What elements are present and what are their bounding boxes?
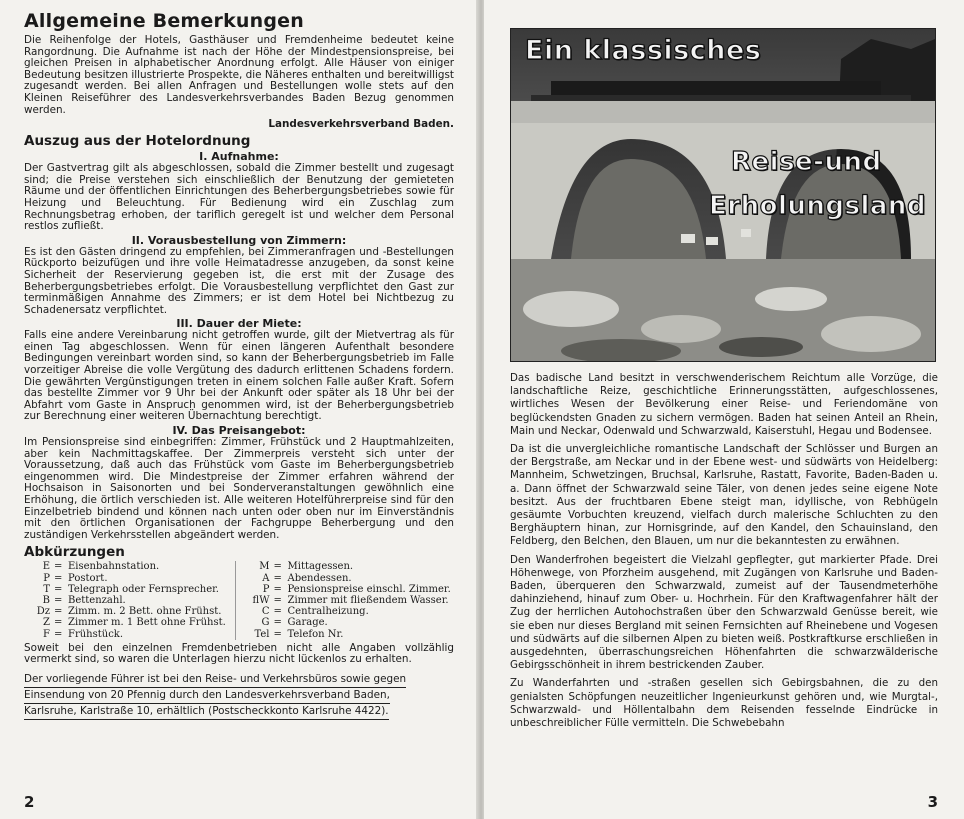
equals-sign: = xyxy=(54,572,63,584)
equals-sign: = xyxy=(273,617,282,629)
abbreviation-row xyxy=(24,606,235,617)
abbreviation-meaning: Eisenbahnstation. xyxy=(68,561,160,573)
right-page xyxy=(484,0,964,819)
abbreviation-meaning: Pensionspreise einschl. Zimmer. xyxy=(287,583,451,595)
abbreviation-row xyxy=(244,606,455,617)
equals-sign: = xyxy=(54,583,63,595)
section-text: Falls eine andere Vereinbarung nicht getroffen wurde, gilt der Mietvertrag als für einen Tag abgeschlossen. Wenn für einen längeren Aufenthalt besondere Bedingungen vereinbart worden sind, so kann der Beherbergungsbetrieb im Falle vorzeitiger Abreise die volle Vergütung des dadurch erlittenen Schadens fordern. Die gewährten Vergünstigungen treten in einem solchen Falle außer Kraft. Sofern das bestellte Zimmer vor 9 Uhr bei der Ankunft oder später als 18 Uhr bei der Abfahrt vom Gaste in Anspruch genommen wird, ist der Beherbergungsbetrieb zur Berechnung einer weiteren Übernachtung berechtigt. xyxy=(24,329,454,423)
abbreviations-column-left xyxy=(24,561,235,639)
abbreviation-row xyxy=(244,617,455,628)
body-paragraph: Den Wanderfrohen begeistert die Vielzahl gepflegter, gut markierter Pfade. Drei Höhenwege, von Pforzheim ausgehend, mit Zugängen von Karlsruhe und Baden-Baden, überqueren den Schwarzwald, zumeist auf der Tausendmeterhöhe dahinziehend, hinauf zum Ober- u. Hochrhein. Für den Kraftwagenfahrer hält der Zug der herrlichen Autohochstraßen über den Schwarzwald Genüsse bereit, wie sie eben nur dieses Bergland mit seinen Fernsichten auf Rheinebene und Vogesen und südwärts auf die silbernen Alpen zu bieten weiß. Postkraftkurse erschließen in ausgedehnten, überraschungsreichen Höhenfahrten die schwarzwälderische Gebirgsschönheit in ihrem bestrickenden Zauber. xyxy=(510,553,938,672)
abbreviation-key: E xyxy=(42,561,50,573)
abbreviation-meaning: Zimm. m. 2 Bett. ohne Frühst. xyxy=(68,606,222,618)
abbreviation-row xyxy=(24,629,235,640)
abbreviation-row xyxy=(24,617,235,628)
abbreviation-key: A xyxy=(262,572,270,584)
photo-caption-line: Erholungsland xyxy=(709,191,927,221)
section-heading: I. Aufnahme: xyxy=(199,150,279,164)
equals-sign: = xyxy=(273,583,282,595)
abbreviation-row xyxy=(24,595,235,606)
abbreviation-key: flW xyxy=(252,594,270,606)
viaduct-photo xyxy=(510,28,936,362)
photo-caption-line: Reise-und xyxy=(731,147,882,177)
abbreviation-meaning: Zimmer m. 1 Bett ohne Frühst. xyxy=(68,617,226,629)
abbreviation-key: F xyxy=(43,628,50,640)
body-paragraph: Da ist die unvergleichliche romantische Landschaft der Schlösser und Burgen an der Bergstraße, am Neckar und in der Ebene west- und südwärts von Heidelberg: Mannheim, Schwetzingen, Bruchsal, Karlsruhe, Rastatt, Favorite, Baden-Baden u. a. Dann öffnet der Schwarzwald seine Täler, von denen jedes seine eigene Note besitzt. Aus der fruchtbaren Ebene steigt man, idyllische, von Rebhügeln gesäumte Vorbuchten kreuzend, vielfach durch malerische Schluchten zu den Berghäuptern hinan, zur Hornisgrinde, auf den Kandel, den Schauinsland, den Feldberg, den Belchen, den Blauen, um nur die bekanntesten zu erwähnen. xyxy=(510,443,938,548)
equals-sign: = xyxy=(54,606,63,618)
abbreviation-row xyxy=(244,595,455,606)
abbreviation-meaning: Telefon Nr. xyxy=(287,628,344,640)
abbreviation-row xyxy=(244,573,455,584)
abbreviation-row xyxy=(244,561,455,572)
abbreviation-row xyxy=(244,629,455,640)
equals-sign: = xyxy=(54,617,63,629)
body-paragraph: Das badische Land besitzt in verschwenderischem Reichtum alle Vorzüge, die landschaftliche Reize, geschichtliche Erinnerungsstätten, aufgeschlossenes, wirtliches Wesen der Bevölkerung einer Reise- und Feriendomäne von beglückendsten Gnaden zu sichern vermögen. Baden hat seinen Anteil an Rhein, Main und Neckar, Odenwald und Schwarzwald, Kaiserstuhl, Hegau und Bodensee. xyxy=(510,372,938,437)
equals-sign: = xyxy=(273,572,282,584)
abbreviation-row xyxy=(24,573,235,584)
equals-sign: = xyxy=(54,561,63,573)
equals-sign: = xyxy=(54,594,63,606)
abbreviation-meaning: Frühstück. xyxy=(68,628,124,640)
equals-sign: = xyxy=(273,561,282,573)
abbreviation-meaning: Zimmer mit fließendem Wasser. xyxy=(287,594,449,606)
equals-sign: = xyxy=(54,628,63,640)
abbreviation-key: P xyxy=(43,572,50,584)
intro-paragraph: Die Reihenfolge der Hotels, Gasthäuser und Fremdenheime bedeutet keine Rangordnung. Die Aufnahme ist nach der Höhe der Mindestpensionspreise, bei gleichen Preisen in alphabetischer Anordnung erfolgt. Alle Häuser von einiger Bedeutung besitzen illustrierte Prospekte, die Näheres enthalten und bereitwilligst zugesandt werden. Bei allen Anfragen und Bestellungen wolle stets auf den Kleinen Reiseführer des Landesverkehrsverbandes Baden Bezug genommen werden. xyxy=(24,34,454,116)
abbreviation-key: P xyxy=(262,583,270,595)
abbreviation-key: Z xyxy=(43,617,50,629)
abbreviation-key: T xyxy=(43,583,50,595)
ordering-notice-line: Karlsruhe, Karlstraße 10, erhältlich (Postscheckkonto Karlsruhe 4422). xyxy=(24,704,389,720)
abbreviation-key: B xyxy=(42,594,50,606)
ordering-notice xyxy=(24,672,454,720)
abbreviation-key: G xyxy=(261,617,270,629)
abbreviations-column-right xyxy=(235,561,455,639)
abbreviation-row xyxy=(24,561,235,572)
abbreviation-meaning: Mittagessen. xyxy=(287,561,354,573)
section-text: Der Gastvertrag gilt als abgeschlossen, sobald die Zimmer bestellt und zugesagt sind; die Preise verstehen sich einschließlich der Benutzung der gemieteten Räume und der öffentlichen Einrichtungen des Beherbergungsbetriebes sowie für Heizung und Beleuchtung. Für Bedienung wird ein Zuschlag zum Rechnungsbetrag erhoben, der tariflich geregelt ist und welcher dem Personal restlos zufließt. xyxy=(24,162,454,233)
page-number: 2 xyxy=(24,793,35,811)
body-paragraph: Zu Wanderfahrten und -straßen gesellen sich Gebirgsbahnen, die zu den genialsten Schöpfungen neuzeitlicher Ingenieurkunst gehören und, wie Murgtal-, Schwarzwald- und Höllentalbahn dem Reisenden fesselnde Eindrücke in unbeschreiblicher Fülle vermitteln. Die Schwebebahn xyxy=(510,677,938,730)
page-title: Allgemeine Bemerkungen xyxy=(24,10,304,32)
abbreviation-row xyxy=(244,584,455,595)
abbreviation-key: M xyxy=(259,561,270,573)
page-number: 3 xyxy=(927,793,938,811)
abbreviations-note: Soweit bei den einzelnen Fremdenbetrieben nicht alle Angaben vollzählig vermerkt sind, so waren die Unterlagen hierzu nicht lückenlos zu erhalten. xyxy=(24,641,454,666)
abbreviations-title: Abkürzungen xyxy=(24,544,125,561)
photo-caption-line: Ein klassisches xyxy=(525,35,762,66)
abbreviation-key: C xyxy=(261,606,270,618)
abbreviation-key: Dz xyxy=(36,606,50,618)
section-heading: IV. Das Preisangebot: xyxy=(172,424,306,438)
abbreviation-meaning: Postort. xyxy=(68,572,108,584)
abbreviation-meaning: Telegraph oder Fernsprecher. xyxy=(68,583,219,595)
equals-sign: = xyxy=(273,628,282,640)
abbreviation-meaning: Bettenzahl. xyxy=(68,594,126,606)
abbreviation-meaning: Centralheizung. xyxy=(287,606,369,618)
section-title: Auszug aus der Hotelordnung xyxy=(24,133,251,150)
section-heading: II. Vorausbestellung von Zimmern: xyxy=(131,233,347,247)
abbreviation-meaning: Abendessen. xyxy=(287,572,352,584)
section-heading: III. Dauer der Miete: xyxy=(176,317,302,331)
ordering-notice-line: Der vorliegende Führer ist bei den Reise- und Verkehrsbüros sowie gegen xyxy=(24,672,406,688)
equals-sign: = xyxy=(273,594,282,606)
section-text: Es ist den Gästen dringend zu empfehlen, bei Zimmeranfragen und -Bestellungen Rückporto beizufügen und ihre volle Heimatadresse anzugeben, da sonst keine Sicherheit der Reservierung gegeben ist, die erst mit der Zusage des Beherbergungsbetriebes erfolgt. Die Vorausbestellung verpflichtet den Gast zur terminmäßigen Annahme des Zimmers; er ist dem Hotel bei Nichtbezug zu Schadenersatz verpflichtet. xyxy=(24,245,454,316)
abbreviation-row xyxy=(24,584,235,595)
abbreviations-table xyxy=(24,561,454,639)
signature: Landesverkehrsverband Baden. xyxy=(268,118,454,131)
left-page xyxy=(0,0,478,819)
abbreviation-meaning: Garage. xyxy=(287,617,328,629)
abbreviation-key: Tel xyxy=(254,628,270,640)
ordering-notice-line: Einsendung von 20 Pfennig durch den Landesverkehrsverband Baden, xyxy=(24,688,390,704)
section-text: Im Pensionspreise sind einbegriffen: Zimmer, Frühstück und 2 Hauptmahlzeiten, aber kein Nachmittagskaffee. Der Zimmerpreis versteht sich unter der Voraussetzung, daß auch das Frühstück vom Gaste im Beherbergungsbetrieb eingenommen wird. Die Mindestpreise der Zimmer erfahren während der Hochsaison in Saisonorten und bei Sonderveranstaltungen gewöhnlich eine Erhöhung, die örtlich verschieden ist. Alle weiteren Hotelführerpreise sind für den Einzelbetrieb bindend und können nach unten oder oben nur im Einverständnis mit den örtlichen Organisationen der Fachgruppe Beherbergung und den zuständigen Verkehrsstellen abgeändert werden. xyxy=(24,436,454,541)
equals-sign: = xyxy=(273,606,282,618)
